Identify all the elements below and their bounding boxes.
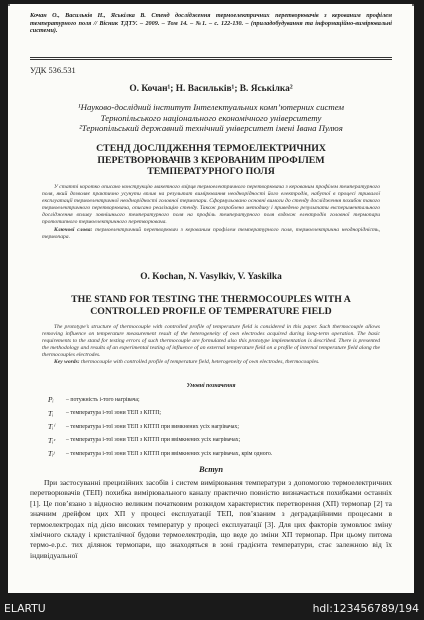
intro-heading: Вступ xyxy=(199,465,223,474)
page-corner-mark xyxy=(8,4,10,6)
intro-paragraph: При застосуванні прецизійних засобів і систем вимірювання температури з допомогою термоелектричних перетворювачів (ТЕП) похибка вимірювального каналу практично повністю визначається похибками останніх [1]. Це пов’язано з відносно великим початковим розкидом характеристик перетворення (ХП) термопар [2] та значним дрейфом цих ХП у процесі експлуатації ТЕП, пов’язаним з деградаційними процесами в термоелектродах під дією високих температур у процесі експлуатації [3]. Для цих факторів зумовлює зміну хімічного складу і кристалічної будови термоелектродів, що веде до зміни ХП термопар. При цьому питома термо-е.р.с. тих ділянок термопари, що знаходяться в зоні градієнта температури, стає залежною від їх індивідуальної xyxy=(30,478,392,560)
notation-row xyxy=(48,407,388,421)
intro-body xyxy=(30,478,392,561)
notation-row xyxy=(48,447,388,461)
affiliation-line: Тернопільського національного економічного університету xyxy=(100,112,322,123)
notation-list xyxy=(48,393,388,461)
keywords-label: Ключові слова: xyxy=(54,226,93,233)
keywords-text: thermocouple with controlled profile of temperature field, heterogeneity of own electrodes, thermocouples. xyxy=(81,359,320,366)
abstract-ua-text: У статті коротко описано конструкцію макетного взірця термоелектричного перетворювача з керованим профілем температурного поля, який дозволяє практично усунути вплив на результат вимірювання неоднорідності його електродів, набутої в процесі тривалої експлуатації термоелектричної неоднорідності головної термопари. Сформульовано основні вимоги до стенду дослідження похибок такого термоелектричного перетворювача, описано реалізацію стенду. Також розроблено методику і приведено результати експериментального дослідження впливу зовнішнього температурного поля на профіль температурного поля вздовж електродів головної термопари прототипного термоелектричного перетворювача. xyxy=(42,184,380,226)
keywords-en xyxy=(42,359,380,366)
title-line: CONTROLLED PROFILE OF TEMPERATURE FIELD xyxy=(90,305,332,317)
notation-row xyxy=(48,434,388,448)
header-rule-thin xyxy=(30,59,392,60)
notation-text: – температура i-тої зони ТЕП з КПТП при ввімкнених усіх нагрівачах; xyxy=(66,437,241,444)
header-rule xyxy=(30,57,392,58)
document-page xyxy=(8,4,414,593)
keywords-text: термоелектричний перетворювач з керованим профілем температурного поля, термоелектрична неоднорідність, термопара. xyxy=(42,226,380,240)
notation-row xyxy=(48,393,388,407)
notation-symbol: Pᵢ xyxy=(48,395,54,405)
notation-text: – потужність i-того нагрівача; xyxy=(66,396,140,403)
title-ua xyxy=(8,143,414,178)
notation-text: – температура i-тої зони ТЕП з КПТП; xyxy=(66,410,162,417)
title-line: СТЕНД ДОСЛІДЖЕННЯ ТЕРМОЕЛЕКТРИЧНИХ xyxy=(96,143,326,154)
notation-heading: Умовні позначення xyxy=(186,383,236,389)
title-line: ТЕМПЕРАТУРНОГО ПОЛЯ xyxy=(147,166,275,178)
abstract-en-text: The prototype’s structure of thermocouple with controlled profile of temperature field is considered in this paper. Such thermocouple allows removing influence on temperature measurement result of the heterogeneity of own electrodes acquired during long-term operation. The basic requirements to the stand for testing errors of such thermocouple are formulated also this prototype implementation is described. There is presented the methodology and results of an experimental testing of influence of an external temperature field on a profile of internal temperature field along the thermocouples electrodes. xyxy=(42,324,380,359)
repository-label: ELARTU xyxy=(4,602,46,615)
udc-code: УДК 536.531 xyxy=(30,66,76,75)
notation-text: – температура i-тої зони ТЕП з КПТП при ввімкнених усіх нагрівачах, крім одного. xyxy=(66,450,273,457)
notation-symbol: Tᵢʲ xyxy=(48,449,55,459)
notation-symbol: Tᵢᶜ xyxy=(48,435,56,445)
notation-symbol: Tᵢⁱ xyxy=(48,422,55,432)
abstract-en xyxy=(42,324,380,367)
handle-label: hdl:123456789/194 xyxy=(312,602,419,615)
affiliations xyxy=(8,102,414,134)
keywords-ua xyxy=(42,227,380,241)
viewer-footer xyxy=(0,599,424,620)
notation-row xyxy=(48,420,388,434)
title-line: ПЕРЕТВОРЮВАЧІВ З КЕРОВАНИМ ПРОФІЛЕМ xyxy=(97,154,325,166)
notation-symbol: Tᵢ xyxy=(48,408,54,418)
keywords-label: Key words: xyxy=(54,359,80,366)
citation-header: Кочан О., Васильків Н., Яськілка В. Стенд дослідження термоелектричних перетворювачів з керованим профілем температурного поля // Вісник ТДТУ. – 2009. – Том 14. – №1. – с. 122-130. – (приладобудування та інформаційно-вимірювальні системи). xyxy=(30,12,392,35)
affiliation-line: ²Тернопільський державний технічний університет імені Івана Пулюя xyxy=(79,123,343,134)
authors-ua: О. Кочан¹; Н. Васильків¹; В. Яськілка² xyxy=(129,84,293,94)
title-en xyxy=(8,294,414,317)
authors-en: O. Kochan, N. Vasylkiv, V. Yaskilka xyxy=(140,272,282,282)
page-corner-mark xyxy=(412,4,414,6)
notation-text: – температура i-тої зони ТЕП з КПТП при вимкнених усіх нагрівачах; xyxy=(66,423,239,430)
affiliation-line: ¹Науково-дослідний інститут Інтелектуальних комп’ютерних систем xyxy=(77,102,345,112)
abstract-ua xyxy=(42,184,380,241)
title-line: THE STAND FOR TESTING THE THERMOCOUPLES WITH A xyxy=(71,294,351,305)
